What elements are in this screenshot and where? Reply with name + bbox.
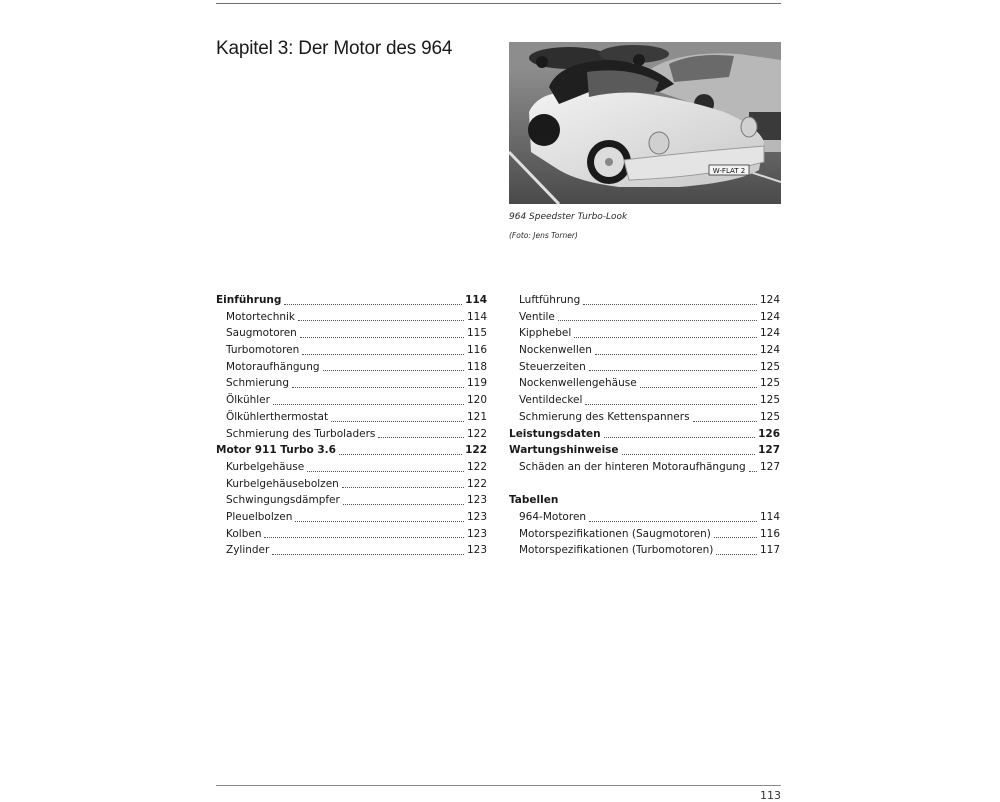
dot-leader: [558, 319, 757, 321]
toc-entry-label: Zylinder: [226, 544, 270, 557]
toc-entry[interactable]: [509, 359, 780, 376]
dot-leader: [307, 470, 464, 472]
toc-entry-label: Schäden an der hinteren Motoraufhängung: [519, 460, 746, 473]
toc-entry[interactable]: [216, 442, 487, 459]
toc-entry[interactable]: [216, 542, 487, 559]
toc-entry[interactable]: [216, 476, 487, 493]
toc-entry-label: Ventile: [519, 310, 555, 323]
tables-heading: Tabellen: [509, 494, 559, 507]
toc-entry-page: 114: [465, 294, 487, 306]
toc-entry-label: Luftführung: [519, 294, 581, 306]
toc-entry-page: 114: [759, 510, 780, 523]
toc-entry[interactable]: [216, 392, 487, 409]
toc-entry[interactable]: [509, 442, 780, 459]
toc-entry-label: 964-Motoren: [519, 510, 587, 523]
toc-entry-page: 121: [466, 410, 487, 423]
toc-entry[interactable]: [216, 292, 487, 309]
toc-entry-page: 123: [466, 510, 487, 523]
toc-entry-label: Schmierung: [226, 377, 289, 390]
dot-leader: [339, 453, 462, 455]
toc-entry-page: 124: [759, 327, 780, 340]
toc-entry-page: 115: [466, 327, 487, 340]
toc-entry[interactable]: [216, 459, 487, 476]
chapter-title: Kapitel 3: Der Motor des 964: [216, 38, 453, 59]
toc-entry[interactable]: [216, 526, 487, 543]
toc-entry[interactable]: [509, 309, 780, 326]
toc-entry-page: 123: [466, 544, 487, 557]
dot-leader: [589, 520, 757, 522]
toc-entry[interactable]: [216, 375, 487, 392]
toc-entry-label: Motortechnik: [226, 310, 295, 323]
toc-entry-page: 127: [758, 444, 780, 457]
toc-entry[interactable]: [509, 375, 780, 392]
toc-entry[interactable]: [509, 292, 780, 309]
toc-entry-label: Motor 911 Turbo 3.6: [216, 444, 336, 457]
toc-entry[interactable]: [509, 342, 780, 359]
toc-entry-label: Ölkühler: [226, 394, 270, 407]
toc-entry-label: Leistungsdaten: [509, 427, 601, 440]
toc-entry-page: 125: [759, 394, 780, 407]
toc-entry-page: 122: [465, 444, 487, 457]
toc-entry[interactable]: [216, 492, 487, 509]
toc-entry-page: 117: [759, 544, 780, 557]
toc-entry-page: 124: [759, 310, 780, 323]
toc-entry-label: Einführung: [216, 294, 282, 306]
footer-rule: [216, 785, 781, 786]
toc-entry-label: Saugmotoren: [226, 327, 297, 340]
car-photo: [509, 42, 781, 204]
toc-entry-page: 127: [759, 460, 780, 473]
dot-leader: [300, 336, 464, 338]
dot-leader: [378, 436, 464, 438]
dot-leader: [342, 486, 464, 488]
toc-entry-page: 124: [759, 344, 780, 357]
dot-leader: [622, 453, 756, 455]
toc-entry-page: 122: [466, 460, 487, 473]
dot-leader: [574, 336, 757, 338]
dot-leader: [323, 369, 464, 371]
dot-leader: [714, 536, 757, 538]
dot-leader: [284, 303, 462, 305]
dot-leader: [292, 386, 464, 388]
license-plate-text: W-FLAT 2: [712, 167, 746, 175]
dot-leader: [295, 520, 464, 522]
toc-entry[interactable]: [509, 459, 780, 476]
toc-entry-page: 116: [466, 344, 487, 357]
dot-leader: [331, 420, 464, 422]
toc-entry-label: Wartungshinweise: [509, 444, 619, 457]
toc-entry[interactable]: [216, 309, 487, 326]
toc-entry-page: 119: [466, 377, 487, 390]
toc-entry[interactable]: [216, 359, 487, 376]
toc-entry-label: Kipphebel: [519, 327, 572, 340]
toc-entry[interactable]: [509, 426, 780, 443]
toc-entry[interactable]: [216, 342, 487, 359]
toc-right-column: [509, 292, 780, 559]
dot-leader: [302, 353, 464, 355]
dot-leader: [693, 420, 757, 422]
toc-entry-page: 122: [466, 427, 487, 440]
toc-entry-page: 124: [759, 294, 780, 306]
dot-leader: [716, 553, 757, 555]
toc-entry-page: 123: [466, 527, 487, 540]
toc-left-column: [216, 292, 487, 559]
toc-entry-label: Schmierung des Kettenspanners: [519, 410, 690, 423]
toc-entry[interactable]: [216, 325, 487, 342]
figure-caption: 964 Speedster Turbo-Look: [509, 212, 628, 222]
dot-leader: [343, 503, 464, 505]
dot-leader: [595, 353, 757, 355]
toc-entry[interactable]: [509, 542, 780, 559]
toc-entry-label: Motoraufhängung: [226, 360, 320, 373]
toc-entry-label: Ventildeckel: [519, 394, 583, 407]
toc-entry[interactable]: [509, 509, 780, 526]
toc-entry-label: Steuerzeiten: [519, 360, 586, 373]
toc-entry-page: 126: [758, 427, 780, 440]
dot-leader: [273, 403, 464, 405]
header-rule: [216, 3, 781, 4]
toc-entry-label: Pleuelbolzen: [226, 510, 293, 523]
dot-leader: [272, 553, 464, 555]
toc-entry[interactable]: [216, 509, 487, 526]
toc-entry-label: Motorspezifikationen (Saugmotoren): [519, 527, 711, 540]
toc-entry-label: Turbomotoren: [226, 344, 300, 357]
dot-leader: [749, 470, 757, 472]
figure-credit: (Foto: Jens Torner): [509, 231, 578, 240]
toc-entry-page: 114: [466, 310, 487, 323]
toc-entry-page: 122: [466, 477, 487, 490]
toc-entry-page: 125: [759, 377, 780, 390]
dot-leader: [583, 303, 757, 305]
toc-entry-label: Kolben: [226, 527, 262, 540]
toc-entry[interactable]: [216, 426, 487, 443]
dot-leader: [640, 386, 757, 388]
toc-entry-page: 125: [759, 360, 780, 373]
dot-leader: [585, 403, 757, 405]
dot-leader: [264, 536, 463, 538]
toc-entry-label: Schmierung des Turboladers: [226, 427, 376, 440]
toc-spacer: [509, 476, 780, 493]
toc-entry-label: Motorspezifikationen (Turbomotoren): [519, 544, 714, 557]
toc-entry-label: Schwingungsdämpfer: [226, 494, 340, 507]
toc-entry-label: Kurbelgehäusebolzen: [226, 477, 339, 490]
toc-entry-label: Kurbelgehäuse: [226, 460, 305, 473]
toc-entry[interactable]: [509, 392, 780, 409]
toc-entry-page: 118: [466, 360, 487, 373]
toc-entry-page: 116: [759, 527, 780, 540]
dot-leader: [589, 369, 757, 371]
toc-entry[interactable]: [509, 325, 780, 342]
toc-entry[interactable]: [509, 409, 780, 426]
page-number: 113: [760, 789, 781, 802]
toc-entry-label: Nockenwellen: [519, 344, 592, 357]
toc-entry-page: 123: [466, 494, 487, 507]
dot-leader: [604, 436, 755, 438]
dot-leader: [298, 319, 464, 321]
toc-entry[interactable]: [216, 409, 487, 426]
toc-entry[interactable]: [509, 526, 780, 543]
toc-entry-label: Nockenwellengehäuse: [519, 377, 637, 390]
toc-entry-page: 120: [466, 394, 487, 407]
toc-entry-label: Ölkühlerthermostat: [226, 410, 329, 423]
toc-entry-page: 125: [759, 410, 780, 423]
